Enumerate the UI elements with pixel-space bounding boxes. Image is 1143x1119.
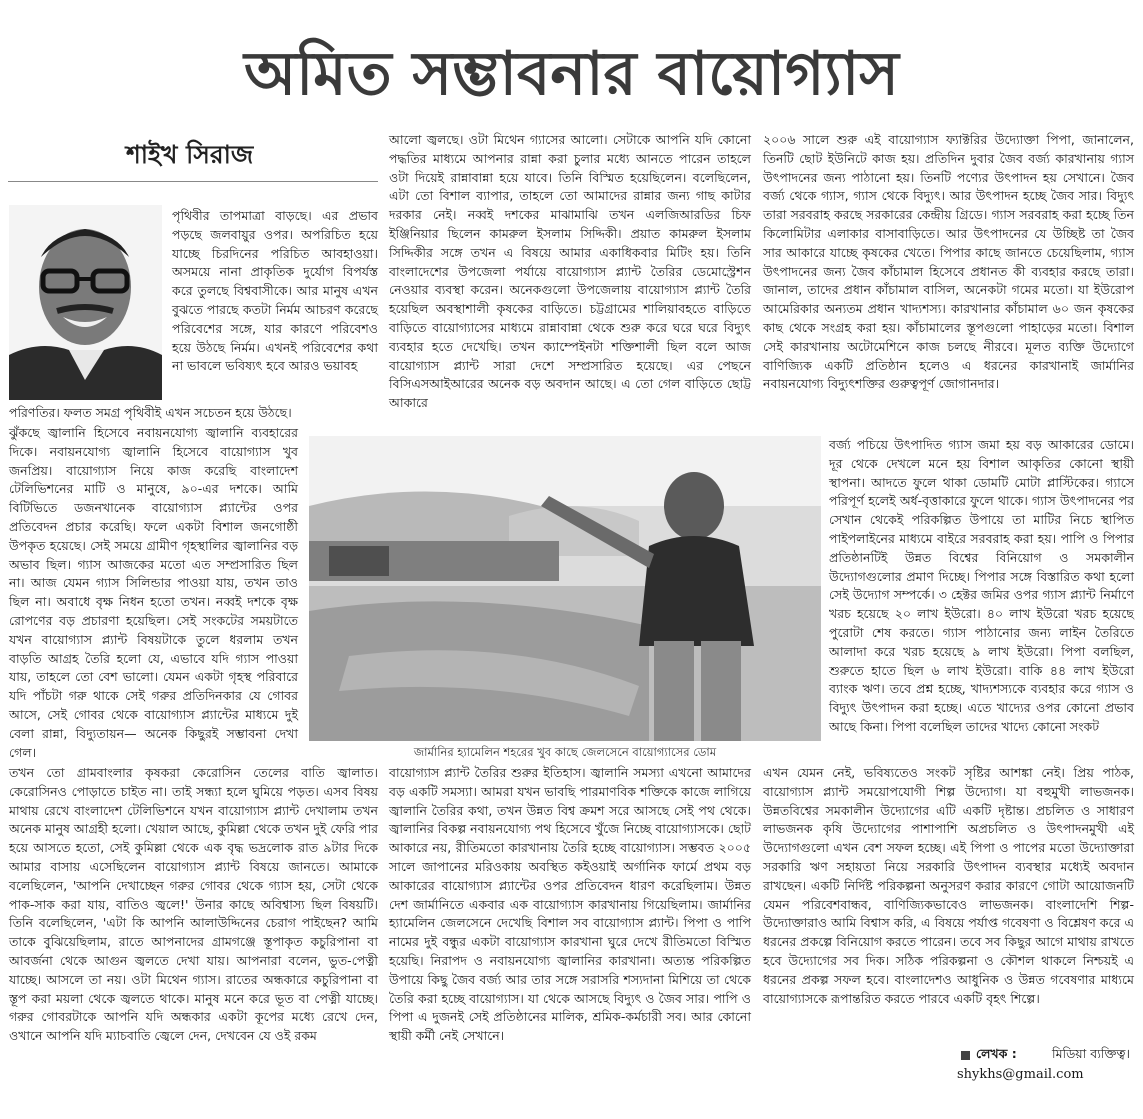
author-description: মিডিয়া ব্যক্তিত্ব। [1052, 1046, 1130, 1061]
column-3-middle: বর্জ্য পচিয়ে উৎপাদিত গ্যাস জমা হয় বড় আকারের ডোমে। দূর থেকে দেখলে মনে হয় বিশাল আকৃতির কোনো স্থায়ী স্থাপনা। আদতে ফুলে থাকা ডোমটি মোটা প্লাস্টিকের। গ্যাসে পরিপূর্ণ হলেই অর্ধ-বৃত্তাকারে ফুলে থাকে। গ্যাস উৎপাদনের পর সেখান থেকেই পরিকল্পিত উপায়ে তা মাটির নিচে স্থাপিত পাইপলাইনের মাধ্যমে বাইরে সরবরাহ করা হয়। পাপি ও পিপার প্রতিষ্ঠানটিই উন্নত বিশ্বের বিনিয়োগ ও সমকালীন উদ্যোগগুলোর প্রমাণ দিচ্ছে। পিপার সঙ্গে বিস্তারিত কথা হলো সেই উদ্যোগ সম্পর্কে। ৩ হেক্টর জমির ওপর গ্যাস প্ল্যান্ট নির্মাণে খরচ হয়েছে ২০ লাখ ইউরো। ৪০ লাখ ইউরো খরচ হয়েছে পুরোটা শেষ করতে। গ্যাস পাঠানোর জন্য লাইন তৈরিতে আলাদা করে খরচ হয়েছে ৯ লাখ ইউরো। পিপা বলছিল, শুরুতে হাতে ছিল ৬ লাখ ইউরো। বাকি ৪৪ লাখ ইউরো ব্যাংক ঋণ। তবে প্রশ্ন হচ্ছে, খাদ্যশস্যকে ব্যবহার করে গ্যাস ও বিদ্যুৎ উৎপাদন করা হচ্ছে। এতে খাদ্যের ওপর কোনো প্রভাব আছে কিনা। পিপা বলেছিল তাদের খাদ্যে কোনো সংকট [829, 437, 1134, 734]
author-byline: শাইখ সিরাজ [126, 140, 254, 169]
column-2-bottom: বায়োগ্যাস প্ল্যান্ট তৈরির শুরুর ইতিহাস। জ্বালানি সমস্যা এখনো আমাদের বড় একটি সমস্যা। আমরা যখন ভাবছি পারমাণবিক শক্তিকে কাজে লাগিয়ে জ্বালানি তৈরির কথা, তখন উন্নত বিশ্ব ক্রমশ সরে আসছে সেই পথ থেকে। জ্বালানির বিকল্প নবায়নযোগ্য পথ হিসেবে খুঁজে নিচ্ছে বায়োগ্যাসকে। ছোট আকারে নয়, রীতিমতো কারখানায় তৈরি হচ্ছে বায়োগ্যাস। সম্ভবত ২০০৫ সালে জাপানের মরিওকায় অবস্থিত কইওয়াই অর্গানিক ফার্মে প্রথম বড় আকারের বায়োগ্যাস প্ল্যান্টের ওপর প্রতিবেদন ধারণ করেছিলাম। উন্নত দেশ জার্মানিতে একবার এক বায়োগ্যাস কারখানায় গিয়েছিলাম। জার্মানির হ্যামেলিন জেলসেনে দেখেছি বিশাল সব বায়োগ্যাস প্ল্যান্ট। পিপা ও পাপি নামের দুই বন্ধুর একটা বায়োগ্যাস কারখানা ঘুরে দেখে রীতিমতো বিস্মিত হয়েছি। নিরাপদ ও নবায়নযোগ্য জ্বালানির কারখানা। অত্যন্ত পরিকল্পিত উপায়ে কিছু জৈব বর্জ্য আর তার সঙ্গে সরাসরি শস্যদানা মিশিয়ে তা থেকে তৈরি করা হচ্ছে বায়োগ্যাস। যা থেকে আসছে বিদ্যুৎ ও জৈব সার। পাপি ও পিপা এ দুজনই সেই প্রতিষ্ঠানের মালিক, শ্রমিক-কর্মচারী সব। আর কোনো স্থায়ী কর্মী নেই সেখানে। [389, 765, 751, 1044]
square-bullet-icon [961, 1051, 970, 1060]
column-1-intro-end: পরিণতির। ফলত সমগ্র পৃথিবীই এখন সচেতন হয়ে উঠছে। [9, 405, 292, 420]
column-3-bottom: এখন যেমন নেই, ভবিষ্যতেও সংকট সৃষ্টির আশঙ্কা নেই। প্রিয় পাঠক, বায়োগ্যাস প্ল্যান্ট সময়োপযোগী শিল্প উদ্যোগ। যা বহুমুখী লাভজনক। উন্নতবিশ্বের সমকালীন উদ্যোগের এটি একটি দৃষ্টান্ত। প্রচলিত ও সাধারণ লাভজনক কৃষি উদ্যোগের পাশাপাশি অপ্রচলিত ও উৎপাদনমুখী এই উদ্যোগগুলো এখন বেশ সফল হচ্ছে। এই পিপা ও পাপের মতো উদ্যোক্তারা সরকারি ঋণ সহায়তা নিয়ে সরকারি উৎপাদন ব্যবস্থার মধ্যেই অবদান রাখছেন। একটি নির্দিষ্ট পরিকল্পনা অনুসরণ করার কারণে গোটা আয়োজনটি যেমন পরিবেশবান্ধব, বাণিজ্যিকভাবেও লাভজনক। বাংলাদেশি শিল্প-উদ্যোক্তারাও আমি বিশ্বাস করি, এ বিষয়ে পর্যাপ্ত গবেষণা ও বিশ্লেষণ করে এ ধরনের প্রকল্পে বিনিয়োগ করতে পারেন। তবে সব কিছুর আগে মাথায় রাখতে হবে উদ্যোগের সব দিক। সঠিক পরিকল্পনা ও কৌশল থাকলে নিশ্চয়ই এ ধরনের প্রকল্প সফল হবে। বাংলাদেশও আধুনিক ও উন্নত গবেষণার মাধ্যমে বায়োগ্যাসকে রূপান্তরিত করতে পারবে একটি বৃহৎ শিল্পে। [763, 765, 1134, 1006]
column-3-top: ২০০৬ সালে শুরু এই বায়োগ্যাস ফ্যাক্টরির উদ্যোক্তা পিপা, জানালেন, তিনটি ছোট ইউনিটে কাজ হয়। প্রতিদিন দুবার জৈব বর্জ্য কারখানায় গ্যাস উৎপাদনের জন্য পাঠানো হয়। তিনটি পণ্যের উৎপাদন হয় সেখানে। জৈব বর্জ্য থেকে গ্যাস, গ্যাস থেকে বিদ্যুৎ। আর উৎপাদন হচ্ছে জৈব সার। বিদ্যুৎ তারা সরবরাহ করছে সরকারের কেন্দ্রীয় গ্রিডে। গ্যাস সরবরাহ করা হচ্ছে তিন কিলোমিটার এলাকার বাসাবাড়িতে। আর উৎপাদনের যে উচ্ছিষ্ট তা জৈব সার আকারে যাচ্ছে কৃষকের খেতে। পিপার কাছে জানতে চেয়েছিলাম, গ্যাস উৎপাদনের জন্য জৈব কাঁচামাল হিসেবে প্রধানত কী ব্যবহার করছে তারা। জানাল, তাদের প্রধান কাঁচামাল বাসিল, অনেকটা গমের মতো। যা ইউরোপ আমেরিকার অন্যতম প্রধান খাদ্যশস্য। কারখানার কাঁচামাল ৬০ জন কৃষকের কাছ থেকে সংগ্রহ করা হয়। কাঁচামালের স্তূপগুলো পাহাড়ের মতো। বিশাল সেই কারখানায় অটোমেশিনে কাজ চলছে নীরবে। মূলত ব্যক্তি উদ্যোগে বাণিজ্যিক একটি প্রতিষ্ঠান হলেও এ ধরনের কারখানাই জার্মানির নবায়নযোগ্য বিদ্যুৎশক্তির গুরুত্বপূর্ণ জোগানদার। [763, 132, 1134, 392]
headline: অমিত সম্ভাবনার বায়োগ্যাস [244, 39, 899, 109]
column-1-intro: পৃথিবীর তাপমাত্রা বাড়ছে। এর প্রভাব পড়ছে জলবায়ুর ওপর। অপরিচিত হয়ে যাচ্ছে চিরদিনের পরিচিত আবহাওয়া। অসময়ে নানা প্রাকৃতিক দুর্যোগ বিপর্যস্ত করে তুলছে বিশ্ববাসীকে। আর মানুষ এখন বুঝতে পারছে কতটা নির্মম আচরণ করেছে পরিবেশের সঙ্গে, যার কারণে পরিবেশও হয়ে উঠছে নির্মম। এখনই পরিবেশের কথা না ভাবলে ভবিষ্যৎ হবে আরও ভয়াবহ [172, 208, 378, 374]
column-1-continuation: তখন তো গ্রামবাংলার কৃষকরা কেরোসিন তেলের বাতি জ্বালাত। কেরোসিনও পোড়াতে চাইত না। তাই সন্ধ্যা হলে ঘুমিয়ে পড়ত। এসব বিষয় মাথায় রেখে বাংলাদেশ টেলিভিশনে যখন বায়োগ্যাস প্ল্যান্ট দেখালাম তখন অনেক মানুষ আগ্রহী হলো। খেয়াল আছে, কুমিল্লা থেকে তখন দুই ফেরি পার হয়ে আসতে হতো, সেই কুমিল্লা থেকে এক বৃদ্ধ ভদ্রলোক রাত ৯টার দিকে আমার বাসায় এসেছিলেন বায়োগ্যাস প্ল্যান্ট বিষয়ে জানতে। আমাকে বলেছিলেন, 'আপনি দেখাচ্ছেন গরুর গোবর থেকে গ্যাস হয়, সেটা থেকে পাক-সাক করা যায়, বাতিও জ্বলে!' উনার কাছে অবিশ্বাস্য ছিল বিষয়টি। তিনি বলেছিলেন, 'এটা কি আপনি আলাউদ্দিনের চেরাগ পাইছেন? আমি তাকে বুঝিয়েছিলাম, রাতে আপনাদের গ্রামগঞ্জে স্তূপাকৃত কচুরিপানা বা আবর্জনা থেকে আগুন জ্বলতে দেখা যায়। আপনারা বলেন, ভুত-পেত্নী যাচ্ছে। আসলে তা নয়। ওটা মিথেন গ্যাস। রাতের অন্ধকারে কচুরিপানা বা স্তূপ করা ময়লা থেকে জ্বলতে থাকে। মানুষ মনে করে ভূত বা পেত্নী যাচ্ছে। গরুর গোবরটাকে আপনি যদি অন্ধকার একটা কূপের মধ্যে রেখে দেন, ওখানে আপনি যদি ম্যাচবাতি জ্বেলে দেন, দেখবেন যে ওই রকম [9, 765, 378, 1044]
column-2-top: আলো জ্বলছে। ওটা মিথেন গ্যাসের আলো। সেটাকে আপনি যদি কোনো পদ্ধতির মাধ্যমে আপনার রান্না করা চুলার মধ্যে আনতে পারেন তাহলে ওটা দিয়েই রান্নাবান্না হয়ে যাবে। তিনি বিস্মিত হয়েছিলেন। বলেছিলেন, এটা তো বিশাল ব্যাপার, তাহলে তো আমাদের রান্নার জন্য গাছ কাটার দরকার নেই। নব্বই দশকের মাঝামাঝি তখন এলজিআরডির চিফ ইঞ্জিনিয়ার ছিলেন কামরুল ইসলাম সিদ্দিকী। প্রয়াত কামরুল ইসলাম সিদ্দিকীর সঙ্গে তখন এ বিষয়ে আমার একাধিকবার মিটিং হয়। তিনি বাংলাদেশের উপজেলা পর্যায়ে বায়োগ্যাস প্ল্যান্ট তৈরির ডেমোস্ট্রেশন নেওয়ার ব্যবস্থা করেন। অনেকগুলো উপজেলায় বায়োগ্যাস প্ল্যান্ট তৈরি হয়েছিল অবস্থাশালী কৃষকের বাড়িতে। চট্টগ্রামের শালিয়াবহতে বাড়িতে বাড়িতে বায়োগ্যাসের মাধ্যমে রান্নাবান্না থেকে শুরু করে ঘরে ঘরে বিদ্যুৎ ব্যবহার হতে দেখেছি। তখন ক্যাম্পেইনটা শক্তিশালী ছিল বলে আজ বায়োগ্যাস প্ল্যান্ট সারা দেশে সম্প্রসারিত হয়েছে। এর পেছনে বিসিএসআইআরের অনেক বড় অবদান আছে। এ তো গেল বাড়িতে ছোট্ট আকারে [389, 132, 751, 411]
column-1-body: ঝুঁকছে জ্বালানি হিসেবে নবায়নযোগ্য জ্বালানি ব্যবহারের দিকে। নবায়নযোগ্য জ্বালানি হিসেবে বায়োগ্যাস খুব জনপ্রিয়। বায়োগ্যাস নিয়ে কাজ করেছি বাংলাদেশ টেলিভিশনের মাটি ও মানুষে, ৯০-এর দশকে। আমি বিটিভিতে ডজনখানেক বায়োগ্যাস প্ল্যান্টের ওপর প্রতিবেদন প্রচার করেছি। ফলে একটা বিশাল জনগোষ্ঠী উপকৃত হয়েছে। সেই সময়ে গ্রামীণ গৃহস্থালির জ্বালানির বড় অভাব ছিল। গ্যাস আজকের মতো এত সম্প্রসারিত ছিল না। আজ যেমন গ্যাস সিলিন্ডার পাওয়া যায়, তখন তাও ছিল না। অবাধে বৃক্ষ নিধন হতো তখন। নব্বই দশকে বৃক্ষ রোপণের বড় প্রচারণা হয়েছিল। সেই সংকটের সময়টাতে যখন বায়োগ্যাস প্ল্যান্ট বিষয়টাকে তুলে ধরলাম তখন বাড়তি আগ্রহ তৈরি হলো যে, এভাবে যদি গ্যাস পাওয়া যায়, তাহলে তো বেশ ভালো। যেমন একটা গৃহস্থ পরিবারে যদি পাঁচটা গরু থাকে সেই গরুর প্রতিদিনকার যে গোবর আসে, সেই গোবর থেকে বায়োগ্যাস প্ল্যান্টের মাধ্যমে দুই বেলা রান্না, বিদ্যুতায়ন— অনেক কিছুরই সম্ভাবনা দেখা গেল। [9, 425, 298, 760]
author-email[interactable]: shykhs@gmail.com [957, 1067, 1084, 1082]
byline-divider [8, 181, 378, 182]
biogas-dome-photo [309, 436, 821, 741]
author-portrait [9, 205, 162, 400]
photo-caption: জার্মানির হ্যামেলিন শহরের খুব কাছে জেলসেনে বায়োগ্যাসের ডোম [413, 745, 717, 759]
author-label: লেখক : [976, 1046, 1017, 1061]
